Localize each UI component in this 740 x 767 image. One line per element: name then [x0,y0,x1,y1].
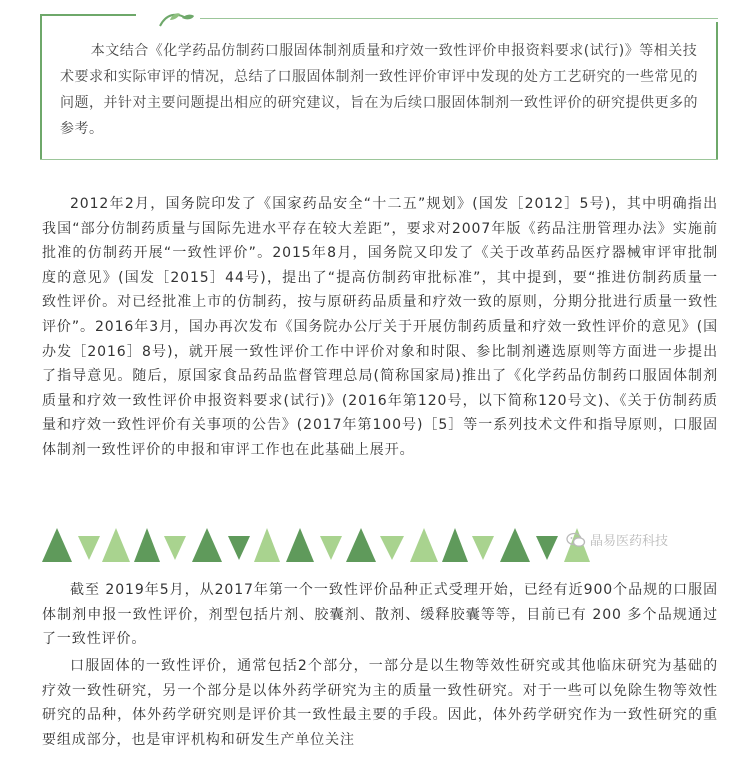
paragraph-background: 2012年2月，国务院印发了《国家药品安全“十二五”规划》(国发［2012］5号)，其中明确指出我国“部分仿制药质量与国际先进水平存在较大差距”，要求对2007年版《药品注册管理办法》实施前批准的仿制药开展“一致性评价”。2015年8月，国务院又印发了《关于改革药品医疗器械审评审批制度的意见》(国发［2015］44号)，提出了“提高仿制药审批标准”，其中提到，要“推进仿制药质量一致性评价。对已经批准上市的仿制药，按与原研药品质量和疗效一致的原则，分期分批进行质量一致性评价”。2016年3月，国办再次发布《国务院办公厅关于开展仿制药质量和疗效一致性评价的意见》(国办发［2016］8号)，就开展一致性评价工作中评价对象和时限、参比制剂遴选原则等方面进一步提出了指导意见。随后，原国家食品药品监督管理总局(简称国家局)推出了《化学药品仿制药口服固体制剂质量和疗效一致性评价申报资料要求(试行)》(2016年第120号，以下简称120号文)、《关于仿制药质量和疗效一致性评价有关事项的公告》(2017年第100号)［5］等一系列技术文件和指导原则，口服固体制剂一致性评价的申报和审评工作也在此基础上展开。 [42,196,718,458]
frame-right-bar [716,22,718,160]
divider-triangle [536,536,558,560]
divider-triangle [192,528,222,562]
summary-text: 本文结合《化学药品仿制药口服固体制剂质量和疗效一致性评价申报资料要求(试行)》等相关技术要求和实际审评的情况，总结了口服固体制剂一致性评价审评中发现的处方工艺研究的一些常见的 问题，并针对主要问题提出相应的研究建议，旨在为后续口服固体制剂一致性评价的研究提供更多的参考。 [60,43,698,137]
divider-triangle [472,536,494,560]
divider-triangle [78,536,100,560]
divider-triangle [380,536,404,560]
frame-top-line [200,18,718,19]
divider-triangle [254,528,280,562]
frame-bottom-line [40,159,718,160]
divider-triangle [228,536,250,560]
divider-triangle [410,528,438,562]
wechat-icon [566,532,586,548]
watermark-text: 晶易医药科技 [590,534,669,549]
divider-triangle [42,528,72,562]
paragraph-status: 截至 2019年5月，从2017年第一个一致性评价品种正式受理开始，已经有近900个品规的口服固体制剂申报一致性评价，剂型包括片剂、胶囊剂、散剂、缓释胶囊等等，目前已有 200 多个品规通过了一致性评价。 [42,582,718,648]
frame-top-bar [40,14,136,16]
leaf-ornament-icon [156,8,200,32]
divider-triangle [320,536,342,560]
paragraph-components: 口服固体的一致性评价，通常包括2个部分，一部分是以生物等效性研究或其他临床研究为基础的疗效一致性研究，另一个部分是以体外药学研究为主的质量一致性研究。对于一些可以免除生物等效性研究的品种，体外药学研究则是评价其一致性最主要的手段。因此，体外药学研究作为一致性研究的重要组成部分，也是审评机构和研发生产单位关注 [42,658,718,748]
summary-box [40,14,718,160]
divider-triangle [500,528,530,562]
divider-triangle [286,528,314,562]
frame-left-bar [40,14,42,160]
divider-triangle [134,528,160,562]
divider-triangle [164,536,186,560]
watermark [566,530,668,549]
divider-triangle [346,528,376,562]
divider-triangle [102,528,130,562]
divider-triangle [442,528,468,562]
